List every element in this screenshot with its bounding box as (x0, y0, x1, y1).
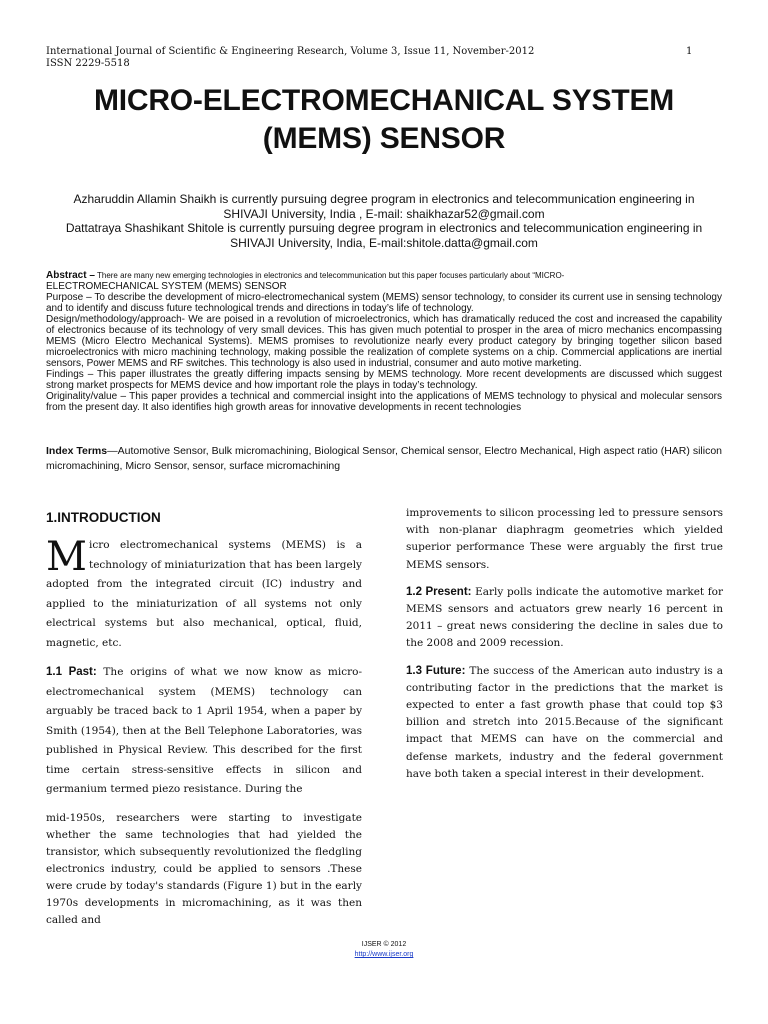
abstract-findings: Findings – This paper illustrates the greatly differing impacts sensing by MEMS technology. More recent developments are discussed which suggest strong market prospects for MEMS device and how important role the plays in today’s technology. (46, 369, 722, 391)
present-text: Early polls indicate the automotive market for MEMS sensors and actuators grew nearly 16 percent in 2011 – great news considering the decline in sales due to the 2008 and 2009 recession. (406, 585, 723, 650)
author-1-line-1: Azharuddin Allamin Shaikh is currently pursuing degree program in electronics and telecommunication engineering in (73, 192, 695, 206)
left-column (46, 508, 362, 929)
author-2-line-1: Dattatraya Shashikant Shitole is currently pursuing degree program in electronics and telecommunication engineering in (65, 221, 703, 235)
footer-link[interactable]: http://www.ijser.org (354, 951, 414, 958)
top-paragraph: improvements to silicon processing led to pressure sensors with non-planar diaphragm geometries which yielded superior performance These were arguably the first true MEMS sensors. (406, 507, 723, 571)
intro-paragraph (46, 536, 362, 653)
issn: ISSN 2229-5518 (46, 58, 130, 69)
past-text: The origins of what we now know as micro-electromechanical system (MEMS) technology can arguably be traced back to 1 April 1954, when a paper by Smith (1954), then at the Bell Telephone Laboratories, was published in Physical Review. This described for the first time certain stress-sensitive effects in silicon and germanium termed piezo resistance. During the (46, 666, 363, 795)
abstract-label: Abstract – (46, 270, 95, 281)
past-paragraph (46, 663, 362, 800)
right-column (406, 505, 723, 783)
abstract-purpose: Purpose – To describe the development of micro-electromechanical system (MEMS) sensor technology, to consider its current use in sensing technology and to identify and discuss future technological trends and directions in today’s life of technology. (46, 292, 722, 314)
abstract-intro (46, 270, 722, 292)
journal-citation: International Journal of Scientific & Engineering Research, Volume 3, Issue 11, November-2012 (46, 46, 535, 57)
abstract (46, 270, 722, 413)
future-heading: 1.3 Future: (406, 664, 466, 677)
index-terms-label: Index Terms (46, 445, 108, 457)
intro-text: icro electromechanical systems (MEMS) is a technology of miniaturization that has been largely adopted from the integrated circuit (IC) industry and applied to the miniaturization of all systems not only electrical systems but also mechanical, optical, fluid, magnetic, etc. (46, 539, 362, 649)
future-paragraph (406, 663, 723, 783)
section-heading-introduction: 1.INTRODUCTION (46, 510, 161, 525)
drop-cap: M (46, 534, 87, 580)
author-2-line-2: SHIVAJI University, India, E-mail:shitole.datta@gmail.com (230, 235, 538, 250)
past-heading: 1.1 Past: (46, 666, 97, 678)
abstract-originality: Originality/value – This paper provides a technical and commercial insight into the applications of MEMS technology to physical and molecular sensors from the present day. It also identifies high growth areas for innovative developments in recent technologies (46, 391, 722, 413)
author-block (50, 192, 718, 250)
abstract-design: Design/methodology/approach- We are poised in a revolution of microelectronics, which has dramatically reduced the cost and increased the capability of electronics because of its technology of very small devices. This has given much potential to prosper in the area of micro mechanics encompassing MEMS (Micro Electro Mechanical Systems). MEMS promises to revolutionize nearly every product category by bringing together silicon based microelectronics with micro machining technology, making possible the realization of complete systems on a chip. Commercial applications are inertial sensors, Power MEMS and RF switches. This technology is also used in industrial, consumer and auto motive marketing. (46, 314, 722, 369)
title-line-1: MICRO-ELECTROMECHANICAL SYSTEM (93, 84, 675, 117)
index-terms (46, 444, 722, 474)
abstract-intro-text: There are many new emerging technologies in electronics and telecommunication but this paper focuses particularly about “MICRO- (94, 271, 565, 280)
continued-paragraph: mid-1950s, researchers were starting to investigate whether the same technologies that had yielded the transistor, which subsequently revolutionized the fledgling electronics industry, could be applied to sensors .These were crude by today's standards (Figure 1) but in the early 1970s developments in micromachining, as it was then called and (46, 811, 362, 926)
paper-title (40, 82, 728, 158)
index-terms-text: —Automotive Sensor, Bulk micromachining, Biological Sensor, Chemical sensor, Electro Mechanical, High aspect ratio (HAR) silicon micromachining, Micro Sensor, sensor, surface micromachining (46, 445, 722, 472)
page-footer (0, 940, 768, 960)
author-1-line-2: SHIVAJI University, India , E-mail: shaikhazar52@gmail.com (223, 206, 545, 221)
page-number: 1 (686, 46, 693, 57)
present-heading: 1.2 Present: (406, 585, 472, 598)
future-text: The success of the American auto industry is a contributing factor in the predictions that the market is expected to enter a fast growth phase that could top $3 billion and stretch into 2015.Because of the significant impact that MEMS can have on the commercial and defense markets, industry and the federal government have both taken a special interest in their development. (406, 664, 723, 780)
running-header (46, 46, 534, 70)
footer-copyright: IJSER © 2012 (361, 941, 407, 948)
present-paragraph (406, 584, 723, 653)
abstract-intro-text-2: ELECTROMECHANICAL SYSTEM (MEMS) SENSOR (46, 281, 287, 292)
title-line-2: (MEMS) SENSOR (262, 122, 506, 155)
